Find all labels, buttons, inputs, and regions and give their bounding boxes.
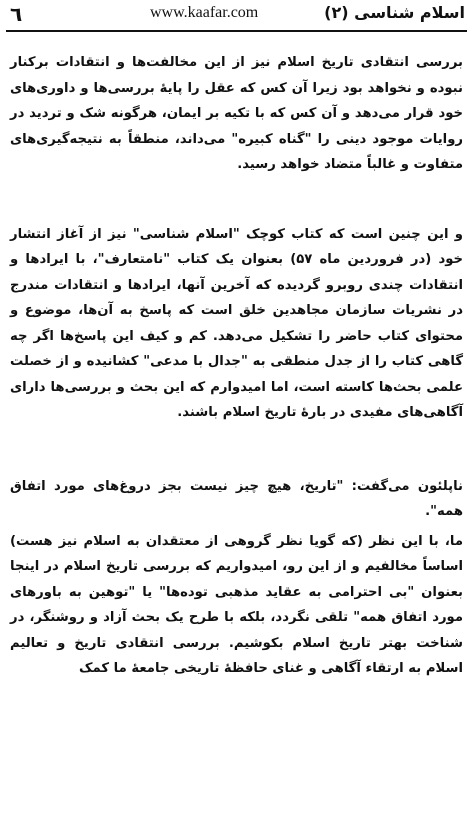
running-title: اسلام شناسی (٢) <box>324 3 465 22</box>
paragraph-4: ما، با این نظر (که گویا نظر گروهی از معتقدان به اسلام نیز هست) اساساً مخالفیم و از این رو، امیدواریم که بررسی تاریخ اسلام در اینجا بعنوان "بی احترامی به عقاید مذهبی توده‌ها" یا "توهین به باورهای مورد اتفاق همه" تلقی نگردد، بلکه با طرح یک بحث آزاد و روشنگر، در شناخت بهتر تاریخ اسلام بکوشیم. بررسی انتقادی تاریخ و تعالیم اسلام به ارتقاء آگاهی و غنای حافظهٔ تاریخی جامعهٔ ما کمک <box>10 533 463 676</box>
page-number: ٦ <box>10 2 23 26</box>
paragraph-3-quote: ناپلئون می‌گفت: "تاریخ، هیچ چیز نیست بجز دروغ‌های مورد اتفاق همه". <box>10 478 463 519</box>
site-url[interactable]: www.kaafar.com <box>150 4 259 21</box>
page-header <box>0 0 473 40</box>
header-divider <box>6 30 467 32</box>
page-body <box>10 50 463 682</box>
paragraph-1: بررسی انتقادی تاریخ اسلام نیز از این مخالفت‌ها و انتقادات برکنار نبوده و نخواهد بود زیرا آن کس که عقل را پایهٔ بررسی‌ها و داوری‌های خود قرار می‌دهد و آن کس که با تکیه بر ایمان، هرگونه شک و تردید در روایات موجود دینی را "گناه کبیره" می‌داند، منطقاً به نتیجه‌گیری‌های متفاوت و غالباً متضاد خواهد رسید. <box>10 55 463 172</box>
paragraph-2: و این چنین است که کتاب کوچک "اسلام شناسی" نیز از آغاز انتشار خود (در فروردین ماه ۵۷) بعنوان یک کتاب "نامتعارف"، با ایرادها و انتقادات چندی روبرو گردیده که آخرین آنها، ایرادها و انتقادات مندرج در نشریات سازمان مجاهدین خلق است که پاسخ به آن‌ها، موضوع و محتوای کتاب حاضر را تشکیل می‌دهد. کم و کیف این پاسخ‌ها اگر چه گاهی کتاب را از جدل منطقی به "جدال با مدعی" کشانیده و از خصلت علمی بحث‌ها کاسته است، اما امیدوارم که این بحث و بررسی‌ها دارای آگاهی‌های مفیدی در بارهٔ تاریخ اسلام باشند. <box>10 226 463 420</box>
